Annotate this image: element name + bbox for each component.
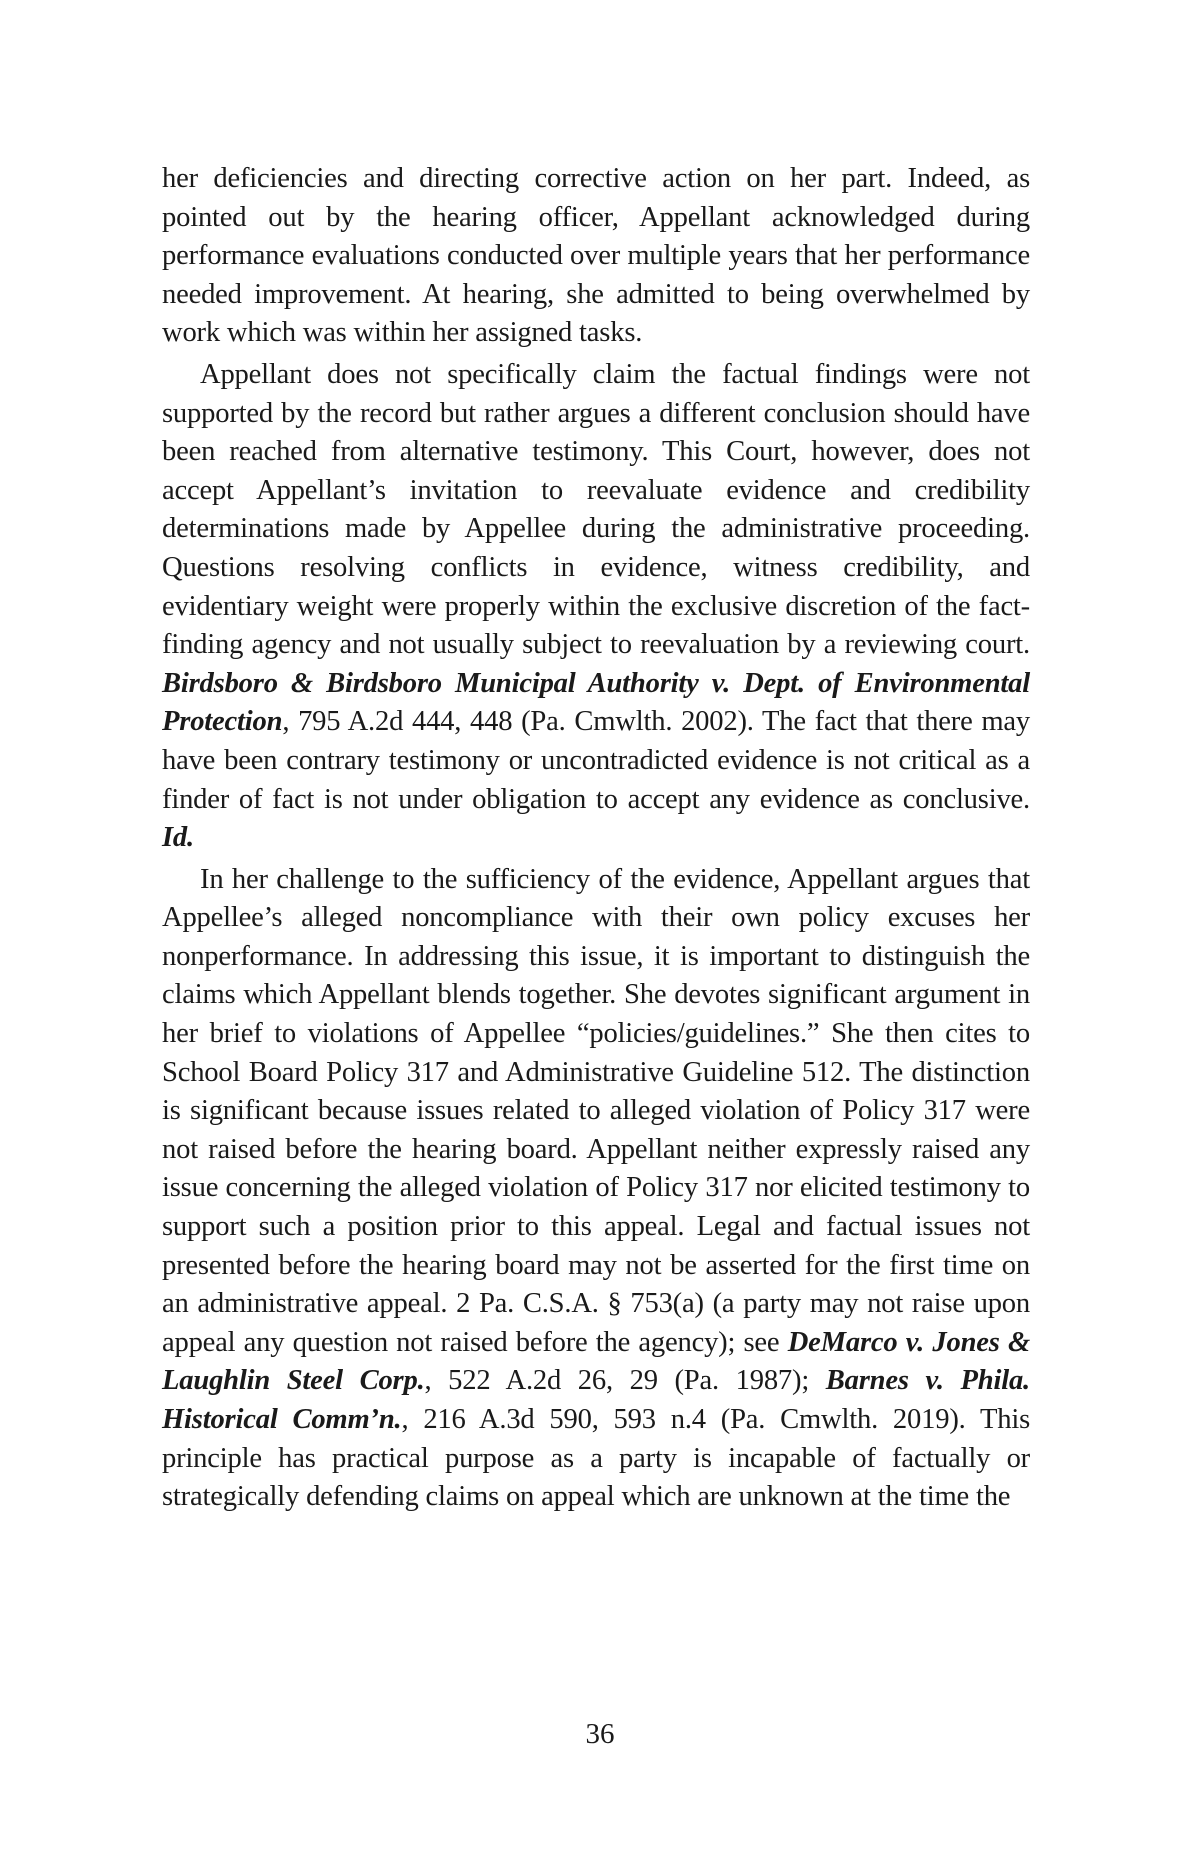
paragraph-2-text-2: , 795 A.2d 444, 448 (Pa. Cmwlth. 2002). The fact that there may have been contrary testimony or uncontradicted evidence is not critical as a finder of fact is not under obligation to accept any evidence as conclusive. xyxy=(162,706,1030,815)
body-text xyxy=(162,160,1030,1517)
case-citation-birdsboro: Birdsboro & Birdsboro Municipal Authority v. Dept. of Environmental Protection xyxy=(162,667,1030,738)
paragraph-2-text-1: Appellant does not specifically claim the factual findings were not supported by the record but rather argues a different conclusion should have been reached from alternative testimony. This Court, however, does not accept Appellant’s invitation to reevaluate evidence and credibility determinations made by Appellee during the administrative proceeding. Questions resolving conflicts in evidence, witness credibility, and evidentiary weight were properly within the exclusive discretion of the fact-finding agency and not usually subject to reevaluation by a reviewing court. xyxy=(162,358,1030,661)
case-citation-id: Id. xyxy=(162,822,194,854)
page-number: 36 xyxy=(585,1718,615,1750)
paragraph-3 xyxy=(162,861,1030,1517)
paragraph-1-text: her deficiencies and directing corrective action on her part. Indeed, as pointed out by the hearing officer, Appellant acknowledged during performance evaluations conducted over multiple years that her performance needed improvement. At hearing, she admitted to being overwhelmed by work which was within her assigned tasks. xyxy=(162,163,1030,349)
case-citation-barnes: Barnes v. Phila. Historical Comm’n. xyxy=(162,1365,1030,1435)
paragraph-3-text-3: , 216 A.3d 590, 593 n.4 (Pa. Cmwlth. 2019). This principle has practical purpose as a party is incapable of factually or strategically defending claims on appeal which are unknown at the time the xyxy=(162,1404,1031,1513)
paragraph-3-text-1: In her challenge to the sufficiency of the evidence, Appellant argues that Appellee’s alleged noncompliance with their own policy excuses her nonperformance. In addressing this issue, it is important to distinguish the claims which Appellant blends together. She devotes significant argument in her brief to violations of Appellee “policies/guidelines.” She then cites to School Board Policy 317 and Administrative Guideline 512. The distinction is significant because issues related to alleged violation of Policy 317 were not raised before the hearing board. Appellant neither expressly raised any issue concerning the alleged violation of Policy 317 nor elicited testimony to support such a position prior to this appeal. Legal and factual issues not presented before the hearing board may not be asserted for the first time on an administrative appeal. 2 Pa. C.S.A. § 753(a) (a party may not raise upon appeal any question not raised before the agency); see xyxy=(162,863,1030,1358)
case-citation-demarco: DeMarco v. Jones & Laughlin Steel Corp. xyxy=(162,1326,1030,1397)
paragraph-1 xyxy=(162,160,1030,353)
paragraph-2 xyxy=(162,356,1030,858)
paragraph-3-text-2: , 522 A.2d 26, 29 (Pa. 1987); xyxy=(424,1365,826,1397)
